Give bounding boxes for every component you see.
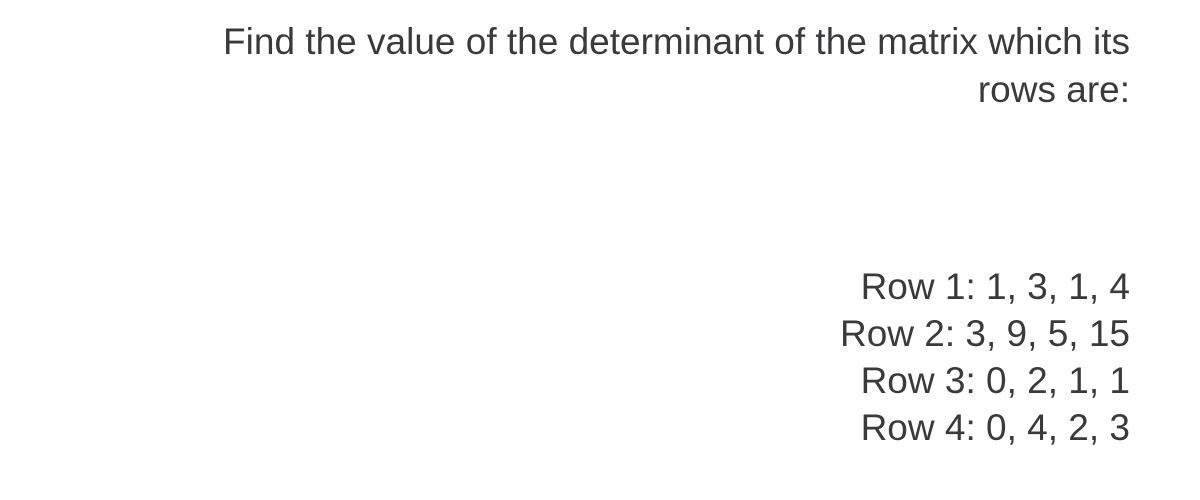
matrix-rows — [840, 263, 1130, 451]
matrix-row-1: Row 1: 1, 3, 1, 4 — [860, 266, 1130, 307]
matrix-row-2: Row 2: 3, 9, 5, 15 — [839, 313, 1130, 354]
question-line-1: Find the value of the determinant of the matrix which its — [223, 21, 1130, 62]
question-text — [70, 18, 1130, 114]
matrix-row-4: Row 4: 0, 4, 2, 3 — [860, 407, 1130, 448]
matrix-row-3: Row 3: 0, 2, 1, 1 — [860, 360, 1130, 401]
question-line-2: rows are: — [977, 69, 1130, 110]
